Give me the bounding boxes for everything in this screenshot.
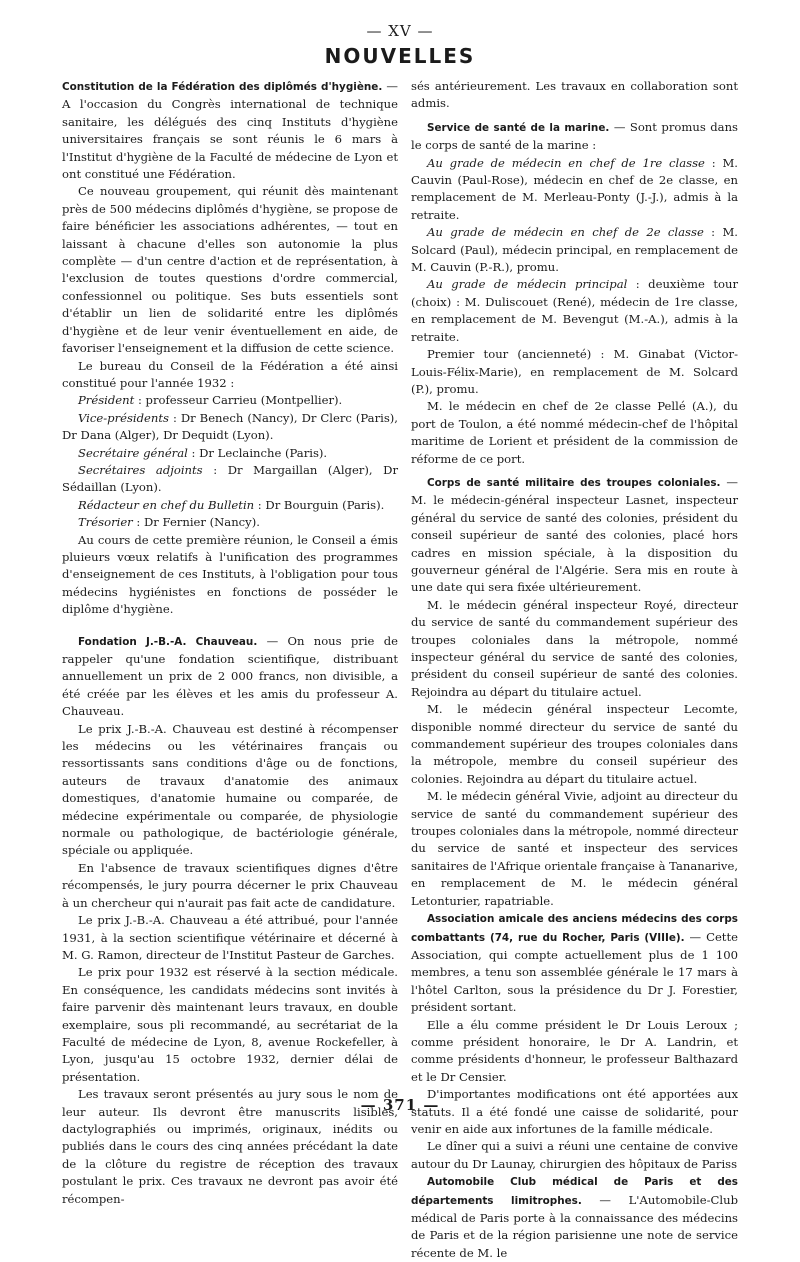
colonial-p4: M. le médecin général Vivie, adjoint au directeur du service de santé du commandement supérieur des troupes coloniales dans la métropole, nommé directeur du service de santé et inspecteur des services sanitaires de l'Afrique orientale française à Tananarive, en remplacement de M. le médecin général Letonturier, rapatriable. [411,789,739,908]
bureau-names: : Dr Fernier (Nancy). [132,515,260,530]
bureau-role: Président [78,393,135,408]
federation-intro [62,78,398,183]
marine-item [411,224,738,276]
bureau-role: Vice-présidents [78,410,169,425]
combattants-p1: — Cette Association, qui compte actuellement plus de 1 100 membres, a tenu son assemblée générale le 17 mars à l'hôtel Carlton, sous la présidence du Dr J. Forestier, président sortant. [411,929,738,1015]
bureau-names: : Dr Leclainche (Paris). [187,445,328,460]
colonial-intro [411,474,738,597]
marine-item [411,276,738,346]
chauveau-intro [62,633,398,721]
marine-rank: Au grade de médecin en chef de 1re classe [427,155,705,170]
roman-folio: — XV — [366,22,434,40]
automobile-intro [411,1173,738,1262]
chauveau-p3: En l'absence de travaux scientifiques dignes d'être récompensés, le jury pourra décerner le prix Chauveau à un chercheur qui n'aurait pas fait acte de candidature. [62,860,398,910]
section-title: NOUVELLES [324,44,476,68]
bureau-role: Rédacteur en chef du Bulletin [78,497,255,512]
combattants-intro [411,910,738,1016]
marine-intro [411,119,738,155]
bureau-names: : professeur Carrieu (Montpellier). [134,393,343,408]
bureau-names: : Dr Benech (Nancy), Dr Clerc (Paris), Dr Dana (Alger), Dr Dequidt (Lyon). [62,410,398,443]
bureau-names: : Dr Bourguin (Paris). [254,497,385,512]
automobile-heading: Automobile Club médical de Paris et des départements limitrophes. [411,1176,738,1207]
combattants-heading: Association amicale des anciens médecins des corps combattants (74, rue du Rocher, Paris (VIIIe). [411,913,738,944]
colonial-heading: Corps de santé militaire des troupes coloniales. [427,476,721,489]
chauveau-p5: Le prix pour 1932 est réservé à la section médicale. En conséquence, les candidats médecins sont invités à faire parvenir dès maintenant leurs travaux, en double exemplaire, sous pli recommandé, au secrétariat de la Faculté de médecine de Lyon, 8, avenue Rockefeller, à Lyon, jusqu'au 15 octobre 1932, dernier délai de présentation. [62,965,398,1084]
combattants-p2: Elle a élu comme président le Dr Louis Leroux ; comme président honoraire, le Dr A. Landrin, et comme présidents d'honneur, le professeur Balthazard et le Dr Censier. [411,1017,738,1084]
colonial-p3: M. le médecin général inspecteur Lecomte, disponible nommé directeur du service de santé du commandement supérieur des troupes coloniales dans la métropole, membre du conseil supérieur des colonies. Rejoindra au départ du titulaire actuel. [411,702,738,786]
chauveau-p4: Le prix J.-B.-A. Chauveau a été attribué, pour l'année 1931, à la section scientifique vétérinaire et décerné à M. G. Ramon, directeur de l'Institut Pasteur de Garches. [62,913,398,962]
marine-p2: Premier tour (ancienneté) : M. Ginabat (Victor-Louis-Félix-Marie), en remplacement de M. Solcard (P.), promu. [411,347,738,396]
bureau-names: : Dr Margaillan (Alger), Dr Sédaillan (Lyon). [62,462,398,495]
federation-p1: — A l'occasion du Congrès international de technique sanitaire, les délégués des cinq Instituts d'hygiène universitaires français se sont réunis le 6 mars à l'Institut d'hygiène de la Faculté de médecine de Lyon et ont constitué une Fédération. [62,79,398,182]
chauveau-p2: Le prix J.-B.-A. Chauveau est destiné à récompenser les médecins ou les vétérinaires français ou ressortissants sans conditions d'âge ou de fonctions, auteurs de travaux d'anatomie des animaux domestiques, d'anatomie humaine ou comparée, de médecine expérimentale ou comparée, de physiologie normale ou pathologique, de bactériologie générale, spéciale ou appliquée. [62,721,398,858]
bureau-assistant-secretaries [62,462,398,497]
marine-heading: Service de santé de la marine. [427,121,610,134]
continuation-text: sés antérieurement. Les travaux en collaboration sont admis. [411,79,738,111]
chauveau-p6: Les travaux seront présentés au jury sous le nom de leur auteur. Ils devront être manuscrits lisibles, dactylographiés ou imprimés, originaux, inédits ou publiés dans le cours des cinq années précédant la date de la clôture du registre de réception des travaux postulant le prix. Ces travaux ne devront pas avoir été récompen- [62,1087,398,1206]
combattants-p4: Le dîner qui a suivi a réuni une centaine de convive autour du Dr Launay, chirurgien des hôpitaux de Pariss [411,1139,738,1171]
bureau-role: Secrétaires adjoints [78,462,203,477]
page-number: — 371 — [360,1096,440,1114]
federation-heading: Constitution de la Fédération des diplômés d'hygiène. [62,81,383,93]
marine-rank: Au grade de médecin principal [427,277,628,292]
combattants-p3: D'importantes modifications ont été apportées aux statuts. Il a été fondé une caisse de solidarité, pour venir en aide aux infortunes de la famille médicale. [411,1087,738,1136]
left-column [62,78,398,1208]
colonial-p1: — M. le médecin-général inspecteur Lasnet, inspecteur général du service de santé des colonies, président du conseil supérieur de santé des colonies, placé hors cadres en mission spéciale, à la disposition du gouverneur général de l'Algérie. Sera mis en route à une date qui sera fixée ultérieurement. [411,474,738,595]
marine-p3: M. le médecin en chef de 2e classe Pellé (A.), du port de Toulon, a été nommé médecin-chef de l'hôpital maritime de Lorient et président de la commission de réforme de ce port. [411,399,738,466]
automobile-p1: — L'Automobile-Club médical de Paris porte à la connaissance des médecins de Paris et de la région parisienne une note de service récente de M. le [411,1192,739,1260]
marine-item-text: : M. Cauvin (Paul-Rose), médecin en chef de 2e classe, en remplacement de M. Merleau-Ponty (J.-J.), admis à la retraite. [411,155,738,222]
bureau-treasurer [62,514,398,531]
marine-item-text: : M. Solcard (Paul), médecin principal, en remplacement de M. Cauvin (P.-R.), promu. [411,225,738,275]
bureau-vice-presidents [62,410,398,445]
marine-p1: — Sont promus dans le corps de santé de la marine : [411,119,738,153]
right-column [411,78,738,1262]
federation-p3: Le bureau du Conseil de la Fédération a été ainsi constitué pour l'année 1932 : [62,358,398,390]
federation-p2: Ce nouveau groupement, qui réunit dès maintenant près de 500 médecins diplômés d'hygiène, se propose de faire bénéficier les associations adhérentes, — tout en laissant à chacune d'elles son autonomie la plus complète — d'un centre d'action et de représentation, à l'exclusion de toutes questions d'ordre commercial, confessionnel ou politique. Ses buts essentiels sont d'établir un lien de solidarité entre les diplômés d'hygiène et de leur venir éventuellement en aide, de favoriser l'enseignement et la diffusion de cette science. [62,184,398,356]
bureau-role: Secrétaire général [78,445,188,460]
chauveau-p1: — On nous prie de rappeler qu'une fondation scientifique, distribuant annuellement un prix de 2 000 francs, non divisible, a été créée par les élèves et les amis du professeur A. Chauveau. [62,633,398,719]
marine-rank: Au grade de médecin en chef de 2e classe [427,225,704,240]
bureau-editor [62,497,398,514]
colonial-p2: M. le médecin général inspecteur Royé, directeur du service de santé du commandement supérieur des troupes coloniales dans la métropole, nommé inspecteur général du service de santé des colonies, président du conseil supérieur de santé des colonies. Rejoindra au départ du titulaire actuel. [411,597,738,699]
chauveau-heading: Fondation J.-B.-A. Chauveau. [78,635,258,648]
marine-item [411,155,738,225]
federation-p4: Au cours de cette première réunion, le Conseil a émis pluieurs vœux relatifs à l'unification des programmes d'enseignement de ces Instituts, à l'obligation pour tous médecins hygiénistes en fonctions de posséder le diplôme d'hygiène. [62,532,398,617]
bureau-role: Trésorier [78,515,133,530]
bureau-president [62,392,398,409]
bureau-secretary-general [62,445,398,462]
marine-item-text: : deuxième tour (choix) : M. Duliscouet (René), médecin de 1re classe, en remplacement de M. Bevengut (M.-A.), admis à la retraite. [411,277,738,344]
